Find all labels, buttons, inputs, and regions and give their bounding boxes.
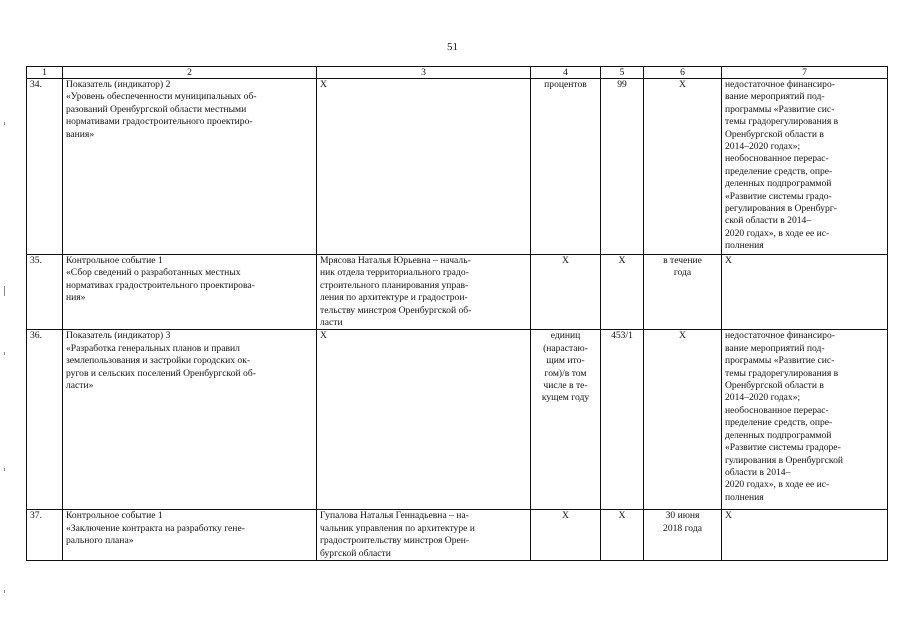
row-deadline: 30 июня 2018 года [644, 510, 722, 561]
header-cell: 6 [644, 67, 722, 79]
row-unit: процентов [531, 79, 601, 255]
row-note: недостаточное финансиро- вание мероприятий под- программы «Развитие сис- темы градорегулирования в Оренбургской области в 2014–2020 годах»; необоснованное перерас- пределение средств, опре- деленных подпрограммой «Развитие системы градо- регулирования в Оренбург- ской области в 2014– 2020 годах», в ходе ее ис- полнения [722, 79, 888, 255]
header-cell: 1 [27, 67, 63, 79]
scan-mark [4, 122, 5, 125]
row-unit: единиц (нарастаю- щим ито- гом)/в том числе в те- кущем году [531, 330, 601, 510]
table-row [27, 255, 888, 330]
row-responsible: Мрясова Наталья Юрьевна – началь- ник отдела территориального градо- строительного планирования управ- ления по архитектуре и градострои- тельству минстроя Оренбургской об- ласти [317, 255, 531, 330]
page-number: 51 [447, 41, 458, 53]
row-note: недостаточное финансиро- вание мероприятий под- программы «Развитие сис- темы градорегулирования в Оренбургской области в 2014–2020 годах»; необоснованное перерас- пределение средств, опре- деленных подпрограммой «Развитие системы градоре- гулирования в Оренбургской области в 2014– 2020 годах», в ходе ее ис- полнения [722, 330, 888, 510]
row-unit: X [531, 255, 601, 330]
row-number: 36. [27, 330, 63, 510]
row-description: Контрольное событие 1 «Заключение контракта на разработку гене- рального плана» [63, 510, 317, 561]
scan-mark [4, 468, 5, 471]
row-responsible: X [317, 330, 531, 510]
table-row [27, 510, 888, 561]
row-note: X [722, 510, 888, 561]
row-deadline: в течение года [644, 255, 722, 330]
scan-mark [4, 352, 5, 355]
header-cell: 2 [63, 67, 317, 79]
header-cell: 5 [601, 67, 644, 79]
row-description: Показатель (индикатор) 2 «Уровень обеспеченности муниципальных об- разований Оренбургской области местными нормативами градостроительного проектиро- вания» [63, 79, 317, 255]
header-cell: 3 [317, 67, 531, 79]
scan-mark [4, 286, 5, 296]
row-deadline: X [644, 330, 722, 510]
table-row [27, 330, 888, 510]
row-value: X [601, 255, 644, 330]
row-note: X [722, 255, 888, 330]
row-number: 34. [27, 79, 63, 255]
row-description: Контрольное событие 1 «Сбор сведений о разработанных местных нормативах градостроительного проектирова- ния» [63, 255, 317, 330]
row-value: 453/1 [601, 330, 644, 510]
row-responsible: Гупалова Наталья Геннадьевна – на- чальник управления по архитектуре и градостроительству минстроя Орен- бургской области [317, 510, 531, 561]
row-unit: X [531, 510, 601, 561]
row-number: 37. [27, 510, 63, 561]
program-table [26, 66, 888, 561]
row-number: 35. [27, 255, 63, 330]
row-responsible: X [317, 79, 531, 255]
row-description: Показатель (индикатор) 3 «Разработка генеральных планов и правил землепользования и застройки городских ок- ругов и сельских поселений Оренбургской об- ласти» [63, 330, 317, 510]
table-header-row [27, 67, 888, 79]
scan-mark [4, 590, 5, 593]
table-row [27, 79, 888, 255]
row-deadline: X [644, 79, 722, 255]
header-cell: 7 [722, 67, 888, 79]
header-cell: 4 [531, 67, 601, 79]
row-value: X [601, 510, 644, 561]
row-value: 99 [601, 79, 644, 255]
